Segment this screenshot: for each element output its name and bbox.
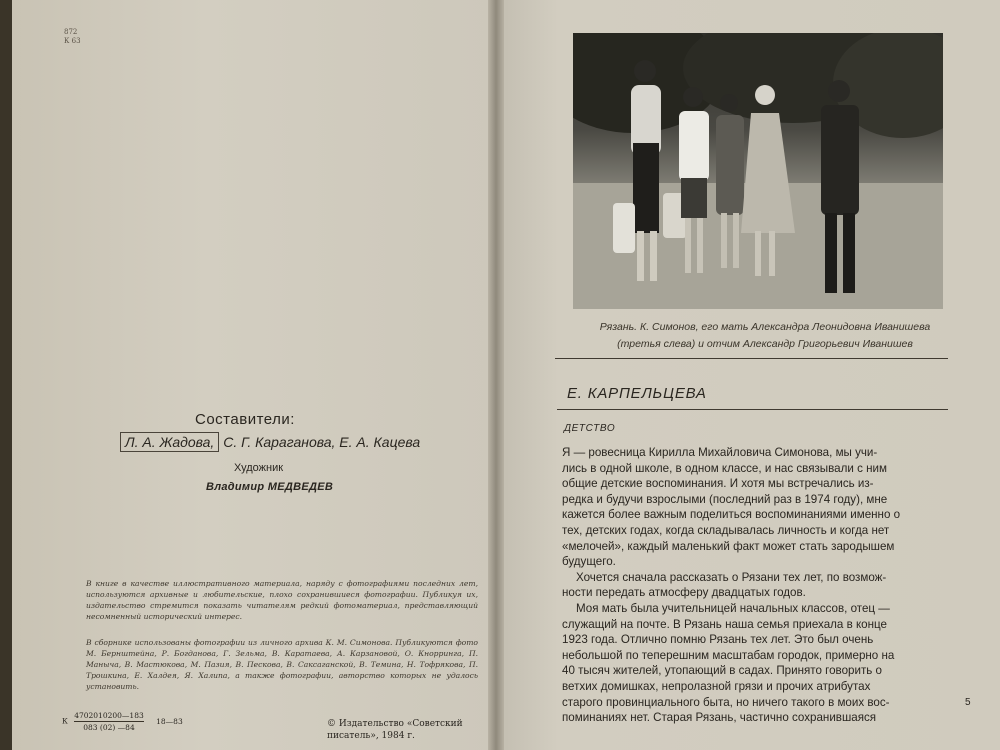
photo-caption-line: (третья слева) и отчим Александр Григорьевич Иванишев — [617, 338, 913, 350]
body-line: небольшой по теперешним масштабам городок, примерно на — [562, 648, 895, 662]
catalog-index — [62, 710, 183, 733]
body-line: тех, детских годах, когда складывалась личность и когда нет — [562, 524, 890, 537]
compiler-highlight-box — [120, 432, 219, 452]
body-line: 40 тысяч жителей, утопающий в садах. Принято говорить о — [562, 664, 882, 678]
section-title: ДЕТСТВО — [564, 423, 616, 434]
photo-illustration — [573, 33, 943, 309]
body-line: служащий на почте. В Рязань наша семья приехала в конце — [562, 617, 887, 631]
catalog-denominator: 083 (02) —84 — [83, 723, 135, 732]
bbk-line: К 63 — [64, 37, 81, 45]
body-line: общие детские воспоминания. И хотя мы встречались из- — [562, 477, 874, 491]
catalog-suffix: 18—83 — [156, 716, 183, 726]
divider — [557, 409, 948, 410]
compilers-rest: С. Г. Караганова, Е. А. Кацева — [223, 434, 421, 450]
body-line: Моя мать была учительницей начальных классов, отец — — [576, 602, 890, 615]
bbk-code — [64, 28, 81, 46]
compiler-first: Л. А. Жадова, — [125, 434, 215, 450]
body-line: Хочется сначала рассказать о Рязани тех лет, по возмож- — [576, 570, 887, 584]
artist-name: Владимир МЕДВЕДЕВ — [206, 481, 334, 493]
bbk-line: 872 — [64, 28, 78, 36]
compilers-heading: Составители: — [195, 411, 295, 428]
body-line: Я — ровесница Кирилла Михайловича Симонова, мы учи- — [562, 446, 878, 459]
body-line: редка и будучи взрослыми (последний раз в 1974 году), мне — [562, 492, 888, 506]
page-number: 5 — [965, 697, 971, 708]
photo-caption-line: Рязань. К. Симонов, его мать Александра Леонидовна Иванишева — [599, 321, 931, 333]
copyright: © Издательство «Советский писатель», 1984 г. — [327, 719, 463, 741]
photo-credits-note: В сборнике использованы фотографии из личного архива К. М. Симонова. Публикуются фото М. Бернштейна, Р. Богданова, Г. Зельма, В. Каратаева, А. Карзановой, О. Кнорринга, П. Маныча, В. Мастюкова, М. Пазия, В. Пескова, В. Саксаганской, В. Темина, Н. Тофрякова, П. Трошкина, Е. Халдея, Я. Халипа, а также фотографии, авторство которых не удалось установить. — [86, 638, 478, 691]
compilers-names — [120, 434, 420, 450]
artist-role: Художник — [234, 462, 284, 474]
body-line: ветхих домишках, непролазной грязи и прочих атрибутах — [562, 680, 871, 693]
body-line: «мелочей», каждый маленький факт может стать зародышем — [562, 539, 895, 553]
catalog-prefix: К — [62, 716, 68, 726]
body-line: старого провинциального быта, но ничего такого в моих вос- — [562, 695, 890, 709]
body-line: кажется более важным поделиться воспоминаниями именно о — [562, 508, 901, 522]
illustration-note: В книге в качестве иллюстративного материала, наряду с фотографиями последних лет, используются архивные и любительские, плохо сохранившиеся фотографии. Публикуя их, издательство стремится показать читателям редкий фотоматериал, представляющий несомненный исторический интерес. — [86, 579, 478, 621]
photo-caption — [585, 319, 945, 353]
divider — [555, 358, 948, 359]
catalog-numerator: 4702010200—183 — [74, 711, 144, 720]
author-name: Е. КАРПЕЛЬЦЕВА — [567, 385, 707, 402]
body-line: поминаниях нет. Старая Рязань, частично сохранившаяся — [562, 711, 877, 725]
book-gutter — [488, 0, 504, 750]
body-line: ности передать атмосферу двадцатых годов. — [562, 586, 806, 600]
body-line: 1923 года. Отлично помню Рязань тех лет. Это был очень — [562, 633, 874, 647]
body-line: будущего. — [562, 555, 616, 569]
body-line: лись в одной школе, в одном классе, и нас связывали с ним — [562, 461, 887, 475]
archive-photo — [573, 33, 943, 309]
catalog-fraction — [74, 710, 144, 733]
